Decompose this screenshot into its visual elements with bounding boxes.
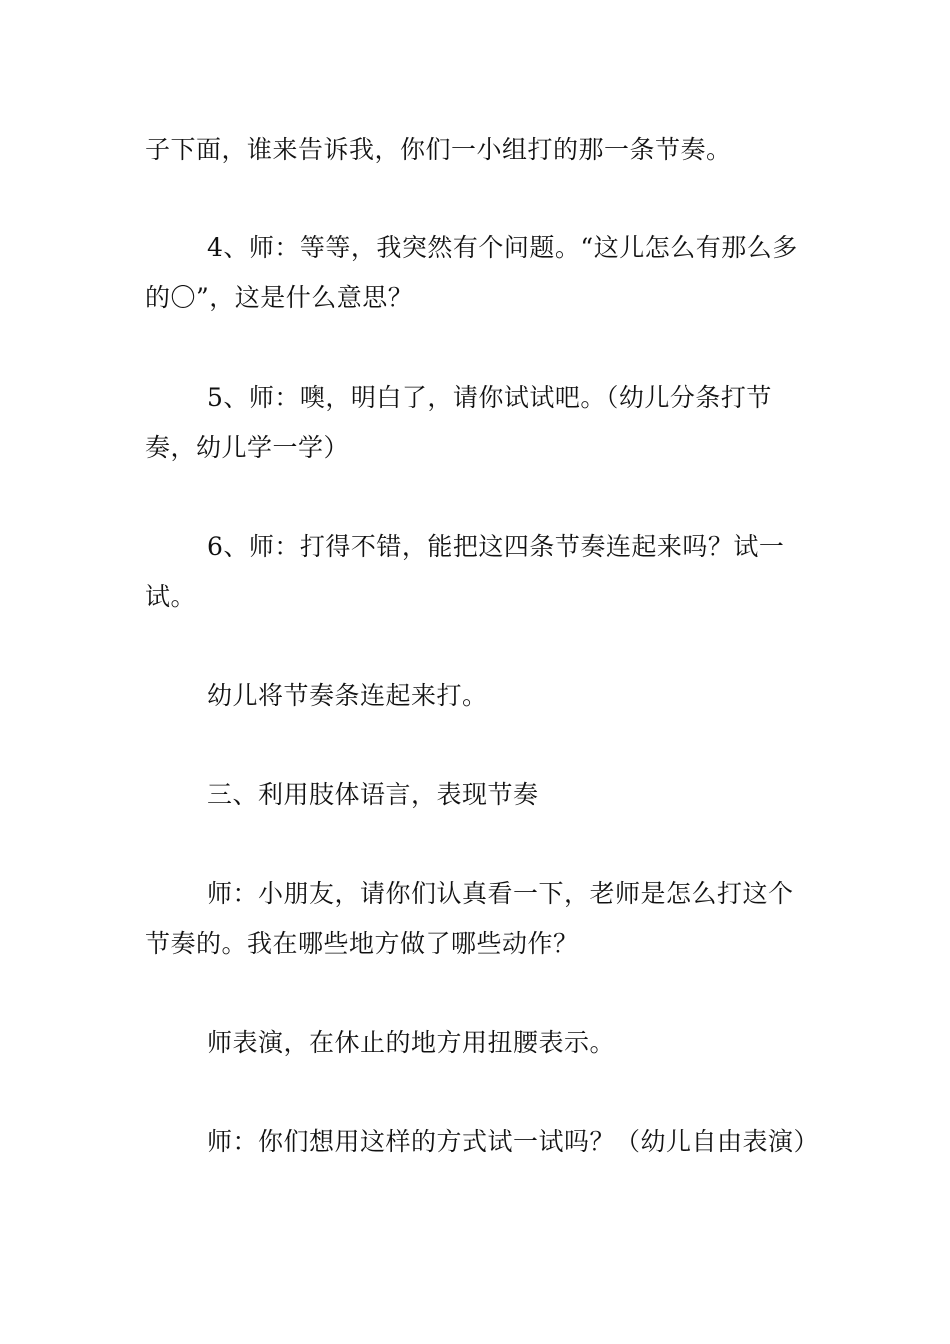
paragraph-continuation: 子下面，谁来告诉我，你们一小组打的那一条节奏。	[145, 135, 732, 164]
paragraph-step-6: 6、师：打得不错，能把这四条节奏连起来吗？试一试。	[145, 532, 785, 611]
paragraph-teacher-demo: 师表演，在休止的地方用扭腰表示。	[207, 1028, 616, 1057]
paragraph-children-connect: 幼儿将节奏条连起来打。	[207, 681, 488, 710]
section-heading-three: 三、利用肢体语言，表现节奏	[207, 780, 539, 809]
paragraph-step-4: 4、师：等等，我突然有个问题。“这儿怎么有那么多的〇”，这是什么意思？	[145, 233, 798, 312]
paragraph-step-5: 5、师：噢，明白了，请你试试吧。（幼儿分条打节奏，幼儿学一学）	[145, 383, 772, 462]
paragraph-free-performance: 师：你们想用这样的方式试一试吗？（幼儿自由表演）	[207, 1127, 820, 1156]
paragraph-teacher-question: 师：小朋友，请你们认真看一下，老师是怎么打这个节奏的。我在哪些地方做了哪些动作？	[145, 879, 794, 958]
